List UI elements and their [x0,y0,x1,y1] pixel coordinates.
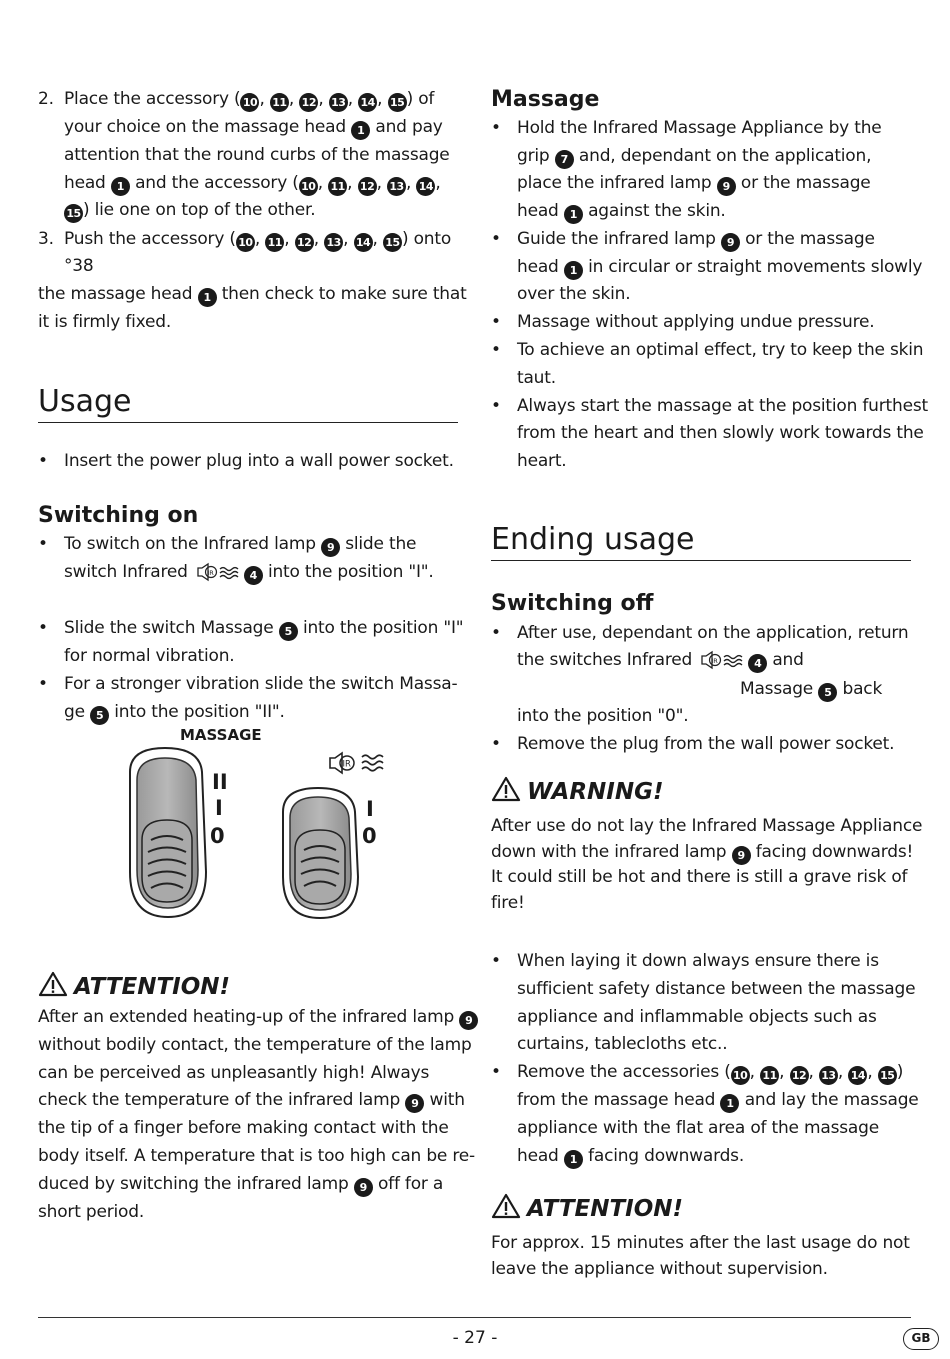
switching-off-heading: Switching off [491,591,654,616]
massage-bullet-3: • Massage without applying undue pressure. [491,312,875,332]
item-number-11-icon: 11 [270,93,289,112]
laying-bullet-2-line-2: from the massage head 1 and lay the massage [517,1087,919,1114]
usage-rule [38,422,458,423]
item-number-12-icon: 12 [299,93,318,112]
massage-bullet-1-line-3: place the infrared lamp 9 or the massage [517,170,871,197]
infrared-position-1: I [366,797,374,821]
item-number-10-icon: 10 [731,1066,750,1085]
item-number-10-icon: 10 [299,177,318,196]
warning-triangle-icon [491,1193,521,1219]
switching-on-bullet-1-line-1: • To switch on the Infrared lamp 9 slide the [38,531,416,558]
switching-off-bullet-2: • Remove the plug from the wall power socket. [491,734,895,754]
attention-left-line-4: check the temperature of the infrared lamp 9 with [38,1087,465,1114]
attention-heading-right: ATTENTION! [491,1193,683,1224]
massage-bullet-4-line-2: taut. [517,368,556,388]
usage-heading: Usage [38,384,132,419]
item-number-12-icon: 12 [790,1066,809,1085]
switching-off-bullet-1-line-4: into the position "0". [517,706,689,726]
item-number-1-icon: 1 [564,205,583,224]
infrared-figure-icon [330,753,383,773]
massage-bullet-5-line-3: heart. [517,451,567,471]
step-3-line-4: it is firmly fixed. [38,312,172,332]
item-number-1-icon: 1 [351,121,370,140]
massage-bullet-1-line-1: • Hold the Infrared Massage Appliance by the [491,118,882,138]
item-number-14-icon: 14 [354,233,373,252]
svg-text:IR: IR [711,657,718,665]
step-3-line-3: the massage head 1 then check to make sure that [38,281,467,308]
switching-on-bullet-2-line-2: for normal vibration. [64,646,235,666]
item-number-5-icon: 5 [279,622,298,641]
attention-left-line-6: body itself. A temperature that is too high can be re- [38,1146,475,1166]
item-number-13-icon: 13 [819,1066,838,1085]
item-number-9-icon: 9 [459,1011,478,1030]
item-number-12-icon: 12 [295,233,314,252]
item-number-12-icon: 12 [358,177,377,196]
massage-bullet-2-line-2: head 1 in circular or straight movements slowly [517,254,922,281]
massage-bullet-1-line-4: head 1 against the skin. [517,198,726,225]
item-number-13-icon: 13 [324,233,343,252]
item-number-5-icon: 5 [90,706,109,725]
switching-off-bullet-1-line-2: the switches Infrared IR 4 and [517,647,804,679]
massage-bullet-4-line-1: • To achieve an optimal effect, try to keep the skin [491,340,924,360]
massage-position-1: I [215,796,223,820]
page-number: - 27 - [452,1328,498,1348]
switching-on-bullet-1-line-2: switch Infrared IR 4 into the position "I". [64,559,434,591]
item-number-9-icon: 9 [717,177,736,196]
item-number-15-icon: 15 [64,204,83,223]
massage-position-2: II [212,770,228,794]
step-3-line-2: °38 [64,256,94,276]
item-number-9-icon: 9 [732,846,751,865]
item-number-9-icon: 9 [405,1094,424,1113]
attention-left-line-3: can be perceived as unpleasantly high! Always [38,1063,430,1083]
massage-switch [130,748,206,917]
item-number-14-icon: 14 [416,177,435,196]
switch-illustration [120,722,420,932]
item-number-11-icon: 11 [265,233,284,252]
item-number-1-icon: 1 [564,1150,583,1169]
step-2-line-1: 2. Place the accessory ( 10 , 11 , 12 , 13 , 14 , 15 ) of [38,86,434,113]
item-number-4-icon: 4 [748,654,767,673]
ir-icon-text: IR [342,759,351,770]
massage-bullet-5-line-2: from the heart and then slowly work towards the [517,423,924,443]
laying-bullet-1-line-3: appliance and inflammable objects such as [517,1007,877,1027]
step-3-line-1: 3. Push the accessory ( 10 , 11 , 12 , 13 , 14 , 15 ) onto [38,226,451,253]
switching-on-heading: Switching on [38,503,199,528]
item-number-10-icon: 10 [240,93,259,112]
item-number-13-icon: 13 [387,177,406,196]
item-number-7-icon: 7 [555,150,574,169]
item-number-5-icon: 5 [818,683,837,702]
item-number-15-icon: 15 [388,93,407,112]
massage-bullet-1-line-2: grip 7 and, dependant on the application, [517,143,871,170]
laying-bullet-2-line-4: head 1 facing downwards. [517,1143,744,1170]
attention-right-line-1: For approx. 15 minutes after the last usage do not [491,1233,910,1253]
massage-position-0: 0 [210,824,225,848]
item-number-15-icon: 15 [878,1066,897,1085]
infrared-switch-icon-2 [700,650,744,679]
massage-heading: Massage [491,87,600,112]
massage-bullet-2-line-1: • Guide the infrared lamp 9 or the massage [491,226,875,253]
massage-bullet-2-line-3: over the skin. [517,284,631,304]
warning-triangle-icon [491,776,521,802]
step-2-line-3: attention that the round curbs of the massage [64,145,450,165]
footer-rule [38,1317,911,1318]
massage-switch-label: MASSAGE [180,726,262,744]
massage-bullet-5-line-1: • Always start the massage at the position furthest [491,396,928,416]
item-number-9-icon: 9 [321,538,340,557]
warning-line-3: It could still be hot and there is still a grave risk of [491,867,908,887]
attention-right-line-2: leave the appliance without supervision. [491,1259,828,1279]
item-number-13-icon: 13 [329,93,348,112]
ending-usage-heading: Ending usage [491,522,695,557]
step-2-line-2: your choice on the massage head 1 and pay [64,114,443,141]
item-number-1-icon: 1 [564,261,583,280]
usage-bullet-1: • Insert the power plug into a wall power socket. [38,451,454,471]
item-number-14-icon: 14 [848,1066,867,1085]
item-number-1-icon: 1 [111,177,130,196]
infrared-position-0: 0 [362,824,377,848]
attention-heading-left: ATTENTION! [38,971,230,1002]
switching-off-bullet-1-line-3: Massage 5 back [740,676,882,703]
infrared-switch-icon [196,562,240,591]
switching-on-bullet-3-line-2: ge 5 into the position "II". [64,699,285,726]
svg-text:IR: IR [207,569,214,577]
infrared-switch [283,788,358,918]
laying-bullet-1-line-2: sufficient safety distance between the massage [517,979,916,999]
switching-on-bullet-3-line-1: • For a stronger vibration slide the switch Massa- [38,674,458,694]
item-number-4-icon: 4 [244,566,263,585]
attention-left-line-2: without bodily contact, the temperature of the lamp [38,1035,472,1055]
language-badge: GB [903,1328,939,1350]
attention-left-line-8: short period. [38,1202,145,1222]
switching-on-bullet-2-line-1: • Slide the switch Massage 5 into the position "I" [38,615,463,642]
item-number-14-icon: 14 [358,93,377,112]
switching-off-bullet-1-line-1: • After use, dependant on the application, return [491,623,909,643]
item-number-15-icon: 15 [383,233,402,252]
attention-left-line-5: the tip of a finger before making contact with the [38,1118,449,1138]
laying-bullet-2-line-3: appliance with the flat area of the massage [517,1118,879,1138]
laying-bullet-1-line-1: • When laying it down always ensure there is [491,951,879,971]
laying-bullet-2-line-1: • Remove the accessories ( 10 , 11 , 12 , 13 , 14 , 15 ) [491,1059,903,1086]
item-number-11-icon: 11 [760,1066,779,1085]
step-2-line-4: head 1 and the accessory ( 10 , 11 , 12 , 13 , 14 , [64,170,441,197]
warning-line-2: down with the infrared lamp 9 facing downwards! [491,839,913,866]
item-number-1-icon: 1 [198,288,217,307]
laying-bullet-1-line-4: curtains, tablecloths etc.. [517,1034,728,1054]
item-number-1-icon: 1 [720,1094,739,1113]
ending-usage-rule [491,560,911,561]
warning-heading: WARNING! [491,776,663,807]
item-number-11-icon: 11 [328,177,347,196]
warning-line-1: After use do not lay the Infrared Massage Appliance [491,816,923,836]
item-number-10-icon: 10 [236,233,255,252]
attention-left-line-7: duced by switching the infrared lamp 9 off for a [38,1171,443,1198]
warning-line-4: fire! [491,893,525,913]
item-number-9-icon: 9 [354,1178,373,1197]
item-number-9-icon: 9 [721,233,740,252]
attention-left-line-1: After an extended heating-up of the infrared lamp 9 [38,1004,478,1031]
warning-triangle-icon [38,971,68,997]
step-2-line-5: 15 ) lie one on top of the other. [64,197,315,224]
